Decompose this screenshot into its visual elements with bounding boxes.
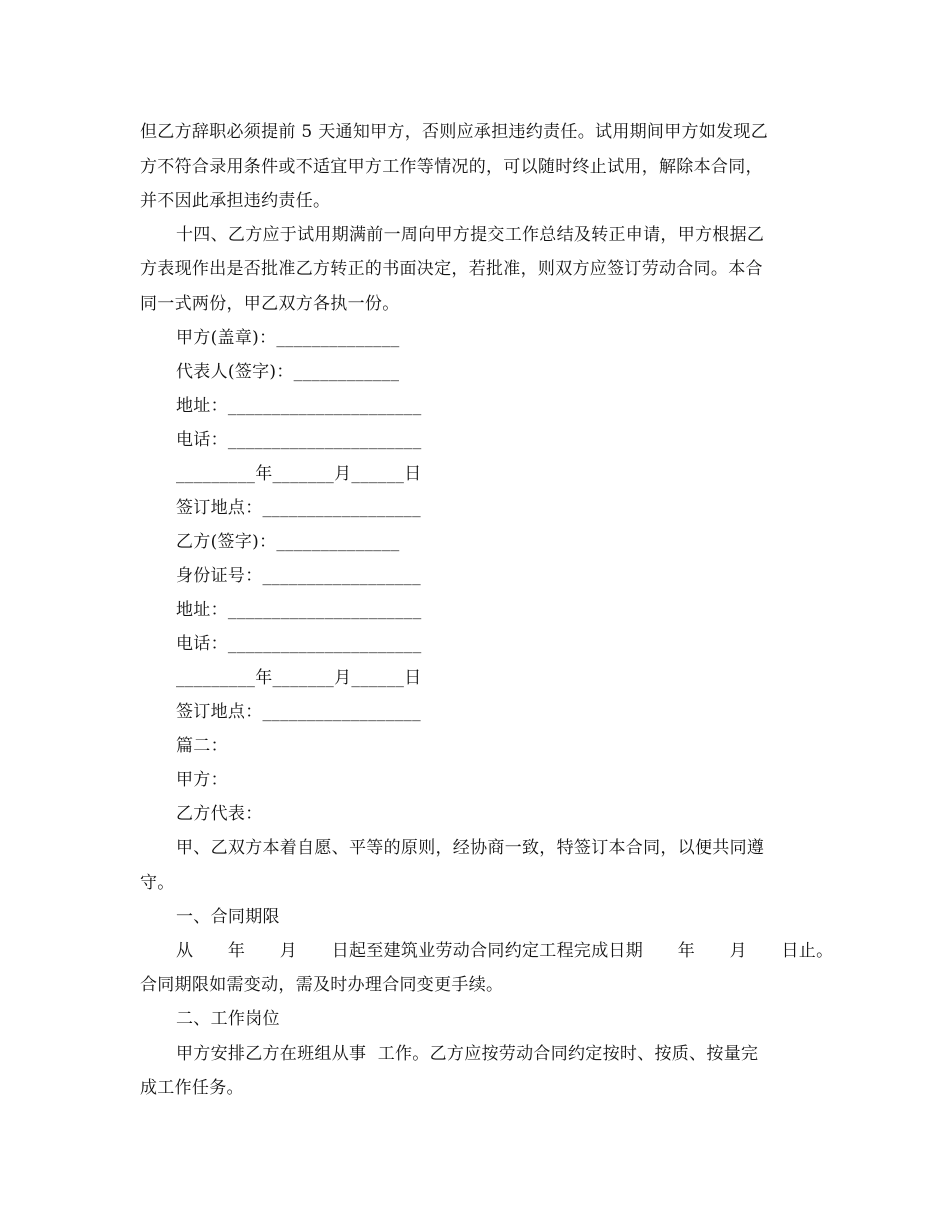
party-b-phone-field: 电话：______________________: [176, 634, 422, 654]
party-a-label: 甲方：: [176, 770, 228, 790]
section-heading: 篇二：: [176, 736, 228, 756]
party-b-place-field: 签订地点：__________________: [176, 702, 421, 722]
paragraph-line: 甲方安排乙方在班组从事 工作。乙方应按劳动合同约定按时、按质、按量完: [176, 1044, 759, 1064]
paragraph-line: 十四、乙方应于试用期满前一周向甲方提交工作总结及转正申请，甲方根据乙: [176, 225, 765, 245]
clause-heading: 二、工作岗位: [176, 1009, 280, 1029]
paragraph-line: 同一式两份，甲乙双方各执一份。: [140, 294, 400, 314]
paragraph-line: 但乙方辞职必须提前 5 天通知甲方，否则应承担违约责任。试用期间甲方如发现乙: [140, 122, 769, 142]
party-a-place-field: 签订地点：__________________: [176, 498, 421, 518]
party-b-address-field: 地址：______________________: [176, 600, 422, 620]
party-b-date-field: _________年_______月______日: [176, 668, 422, 688]
party-a-phone-field: 电话：______________________: [176, 430, 422, 450]
clause-heading: 一、合同期限: [176, 907, 280, 927]
paragraph-line: 并不因此承担违约责任。: [140, 191, 331, 211]
party-a-date-field: _________年_______月______日: [176, 464, 422, 484]
paragraph-line: 甲、乙双方本着自愿、平等的原则，经协商一致，特签订本合同，以便共同遵: [176, 838, 765, 858]
paragraph-line: 守。: [140, 873, 175, 893]
paragraph-line: 方不符合录用条件或不适宜甲方工作等情况的，可以随时终止试用，解除本合同，: [140, 157, 763, 177]
party-b-signature-field: 乙方(签字)：______________: [176, 532, 400, 552]
party-b-id-field: 身份证号：__________________: [176, 566, 421, 586]
party-a-seal-field: 甲方(盖章)：______________: [176, 328, 400, 348]
paragraph-line: 从 年 月 日起至建筑业劳动合同约定工程完成日期 年 月 日止。: [176, 941, 834, 961]
party-a-address-field: 地址：______________________: [176, 396, 422, 416]
party-a-representative-field: 代表人(签字)：____________: [176, 362, 400, 382]
paragraph-line: 方表现作出是否批准乙方转正的书面决定，若批准，则双方应签订劳动合同。本合: [140, 259, 763, 279]
paragraph-line: 合同期限如需变动，需及时办理合同变更手续。: [140, 975, 504, 995]
party-b-label: 乙方代表：: [176, 804, 263, 824]
paragraph-line: 成工作任务。: [140, 1078, 244, 1098]
